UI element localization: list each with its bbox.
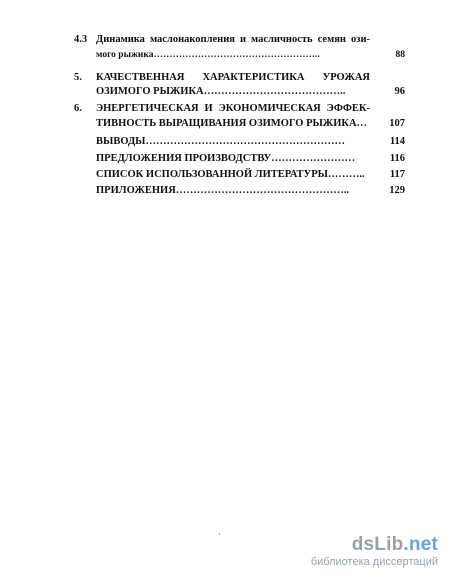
toc-title-line2: мого рыжика…………………………………………….. (96, 50, 320, 60)
watermark-logo-tld: .net (403, 534, 438, 555)
toc-title-line2: ТИВНОСТЬ ВЫРАЩИВАНИЯ ОЗИМОГО РЫЖИКА… (96, 118, 368, 129)
toc-page: 117 (389, 169, 405, 180)
toc-number: 5. (74, 72, 82, 83)
toc-page: 129 (389, 185, 405, 196)
toc-title-line1: ЭНЕРГЕТИЧЕСКАЯ И ЭКОНОМИЧЕСКАЯ ЭФФЕК- (96, 103, 370, 114)
toc-page: 107 (389, 118, 405, 129)
watermark (248, 534, 438, 574)
toc-page: 88 (395, 50, 405, 60)
toc-page: 116 (389, 153, 405, 164)
page-footer-mark: · (218, 530, 221, 539)
watermark-logo-main: dsLib (351, 534, 404, 555)
toc-title: ВЫВОДЫ………………………………………………… (96, 136, 345, 147)
toc-title: ПРИЛОЖЕНИЯ………………………………………….. (96, 185, 350, 196)
toc-page: 114 (389, 136, 405, 147)
watermark-subtitle: библиотека диссертаций (310, 556, 438, 568)
toc-number: 6. (74, 103, 82, 114)
toc-number: 4.3 (74, 34, 88, 45)
toc-title-line1: Динамика маслонакопления и масличность семян ози- (96, 34, 370, 45)
toc-title-line2: ОЗИМОГО РЫЖИКА………………………………….. (96, 86, 346, 97)
toc-title: СПИСОК ИСПОЛЬЗОВАННОЙ ЛИТЕРАТУРЫ……….. (96, 169, 365, 180)
watermark-logo (352, 534, 438, 556)
toc-title: ПРЕДЛОЖЕНИЯ ПРОИЗВОДСТВУ…………………… (96, 153, 356, 164)
toc-page: 96 (394, 86, 405, 97)
toc-title-line1: КАЧЕСТВЕННАЯ ХАРАКТЕРИСТИКА УРОЖАЯ (96, 72, 370, 83)
